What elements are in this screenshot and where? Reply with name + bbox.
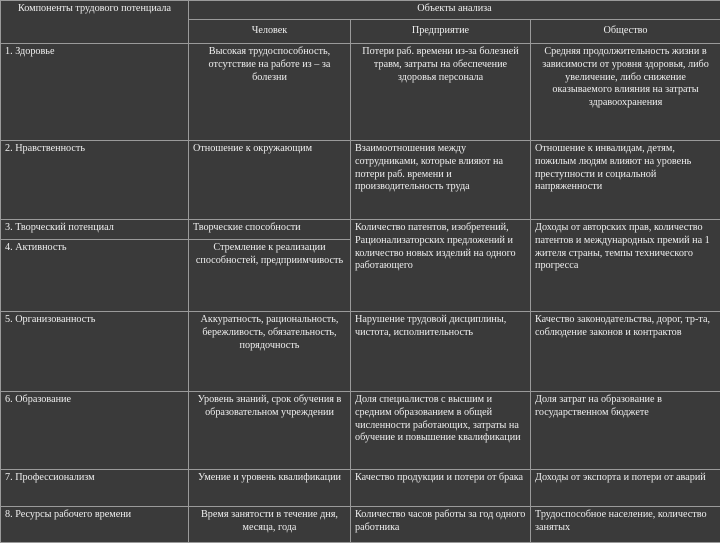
table-row	[1, 220, 720, 240]
header-enterprise: Предприятие	[351, 20, 531, 44]
row-person: Умение и уровень квалификации	[189, 470, 351, 507]
row-person: Стремление к реализации способностей, предприимчивость	[189, 240, 351, 312]
row-society: Доходы от экспорта и потери от аварий	[531, 470, 720, 507]
row-component: 5. Организованность	[1, 312, 189, 392]
header-objects: Объекты анализа	[189, 1, 720, 20]
row-component: 8. Ресурсы рабочего времени	[1, 507, 189, 543]
row-society: Качество законодательства, дорог, тр-та, соблюдение законов и контрактов	[531, 312, 720, 392]
header-components: Компоненты трудового потенциала	[1, 1, 189, 44]
row-component: 1. Здоровье	[1, 44, 189, 141]
row-component: 4. Активность	[1, 240, 189, 312]
row-enterprise: Взаимоотношения между сотрудниками, которые влияют на потери раб. времени и производительность труда	[351, 141, 531, 220]
row-person: Аккуратность, рациональность, бережливость, обязательность, порядочность	[189, 312, 351, 392]
row-component: 2. Нравственность	[1, 141, 189, 220]
row-enterprise: Качество продукции и потери от брака	[351, 470, 531, 507]
row-enterprise: Потери раб. времени из-за болезней травм, затраты на обеспечение здоровья персонала	[351, 44, 531, 141]
row-person: Высокая трудоспособность, отсутствие на работе из – за болезни	[189, 44, 351, 141]
table-row	[1, 44, 720, 141]
row-society: Отношение к инвалидам, детям, пожилым людям влияют на уровень преступности и социальной напряженности	[531, 141, 720, 220]
row-component: 6. Образование	[1, 392, 189, 470]
row-society: Доходы от авторских прав, количество патентов и международных премий на 1 жителя страны, темпы технического прогресса	[531, 220, 720, 312]
table-row	[1, 312, 720, 392]
row-society: Трудоспособное население, количество занятых	[531, 507, 720, 543]
table-row	[1, 470, 720, 507]
row-person: Творческие способности	[189, 220, 351, 240]
header-person: Человек	[189, 20, 351, 44]
row-person: Уровень знаний, срок обучения в образовательном учреждении	[189, 392, 351, 470]
row-component: 3. Творческий потенциал	[1, 220, 189, 240]
row-enterprise: Количество патентов, изобретений, Рационализаторских предложений и количество новых изделий на одного работающего	[351, 220, 531, 312]
header-row-top	[1, 1, 720, 20]
row-person: Отношение к окружающим	[189, 141, 351, 220]
row-enterprise: Нарушение трудовой дисциплины, чистота, исполнительность	[351, 312, 531, 392]
row-person: Время занятости в течение дня, месяца, года	[189, 507, 351, 543]
row-component: 7. Профессионализм	[1, 470, 189, 507]
row-society: Доля затрат на образование в государственном бюджете	[531, 392, 720, 470]
row-enterprise: Количество часов работы за год одного работника	[351, 507, 531, 543]
row-enterprise: Доля специалистов с высшим и средним образованием в общей численности работающих, затраты на обучение и повышение квалификации	[351, 392, 531, 470]
table-row	[1, 141, 720, 220]
table-row	[1, 392, 720, 470]
header-society: Общество	[531, 20, 720, 44]
table-row	[1, 507, 720, 543]
row-society: Средняя продолжительность жизни в зависимости от уровня здоровья, либо увеличение, либо снижение оказываемого влияния на затраты здравоохранения	[531, 44, 720, 141]
